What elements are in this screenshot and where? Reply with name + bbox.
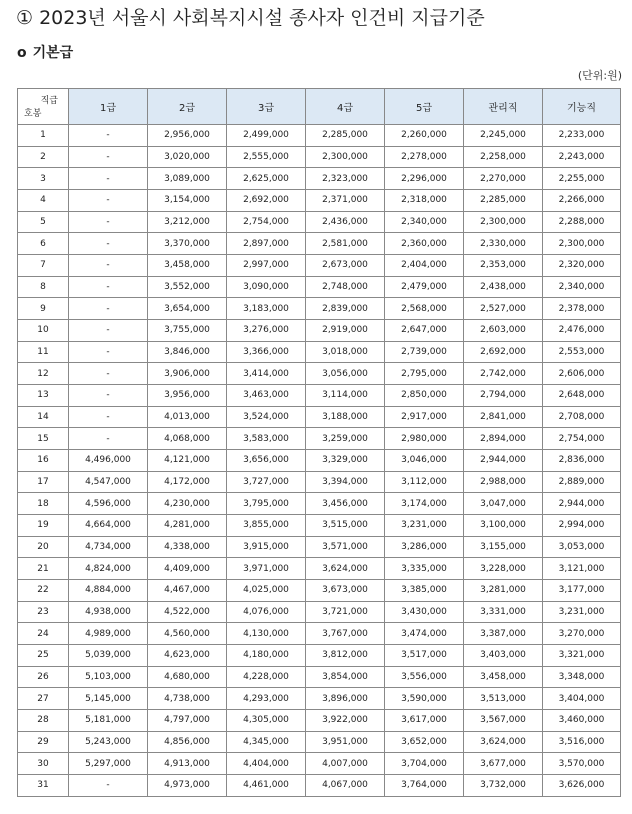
table-cell: 4,180,000 [227,645,306,667]
table-cell: 3,404,000 [543,688,621,710]
table-cell: - [69,233,148,255]
table-cell: 3,654,000 [148,298,227,320]
step-cell: 15 [18,428,69,450]
table-cell: 3,795,000 [227,493,306,515]
table-cell: 2,897,000 [227,233,306,255]
table-cell: 2,360,000 [385,233,464,255]
table-cell: - [69,255,148,277]
table-row [18,710,621,732]
table-cell: 5,145,000 [69,688,148,710]
table-cell: 4,305,000 [227,710,306,732]
table-cell: 3,121,000 [543,558,621,580]
step-cell: 18 [18,493,69,515]
table-cell: 2,438,000 [464,276,543,298]
table-cell: - [69,190,148,212]
table-cell: 5,103,000 [69,666,148,688]
table-cell: 2,754,000 [227,211,306,233]
table-cell: 2,739,000 [385,341,464,363]
table-cell: 2,754,000 [543,428,621,450]
table-row [18,601,621,623]
table-cell: 3,414,000 [227,363,306,385]
step-cell: 11 [18,341,69,363]
table-cell: 3,394,000 [306,471,385,493]
step-cell: 16 [18,450,69,472]
table-cell: 2,836,000 [543,450,621,472]
table-cell: 3,463,000 [227,385,306,407]
table-cell: 2,648,000 [543,385,621,407]
table-cell: 3,516,000 [543,731,621,753]
table-cell: 2,266,000 [543,190,621,212]
table-cell: 3,732,000 [464,775,543,797]
table-cell: 4,596,000 [69,493,148,515]
section-heading [17,44,73,62]
table-cell: 4,623,000 [148,645,227,667]
table-cell: 2,748,000 [306,276,385,298]
step-cell: 3 [18,168,69,190]
table-row [18,276,621,298]
table-cell: 3,231,000 [385,515,464,537]
table-cell: 3,228,000 [464,558,543,580]
table-cell: 3,590,000 [385,688,464,710]
table-cell: 2,258,000 [464,146,543,168]
table-cell: 2,260,000 [385,125,464,147]
table-cell: 4,172,000 [148,471,227,493]
table-cell: 3,652,000 [385,731,464,753]
table-cell: 2,795,000 [385,363,464,385]
table-cell: 3,458,000 [148,255,227,277]
table-cell: 3,231,000 [543,601,621,623]
table-cell: 3,329,000 [306,450,385,472]
table-cell: 2,499,000 [227,125,306,147]
table-cell: 2,323,000 [306,168,385,190]
step-cell: 28 [18,710,69,732]
table-cell: 4,130,000 [227,623,306,645]
table-cell: 3,513,000 [464,688,543,710]
table-cell: 3,906,000 [148,363,227,385]
column-header: 관리직 [464,89,543,125]
step-cell: 2 [18,146,69,168]
table-cell: 3,552,000 [148,276,227,298]
table-cell: - [69,341,148,363]
table-cell: 4,973,000 [148,775,227,797]
step-cell: 17 [18,471,69,493]
table-cell: 2,285,000 [464,190,543,212]
table-cell: 3,090,000 [227,276,306,298]
table-row [18,731,621,753]
table-cell: 3,460,000 [543,710,621,732]
table-cell: 2,919,000 [306,320,385,342]
table-cell: 4,281,000 [148,515,227,537]
table-cell: 3,335,000 [385,558,464,580]
table-cell: 4,522,000 [148,601,227,623]
table-cell: 3,571,000 [306,536,385,558]
table-row [18,580,621,602]
bullet-marker: o [17,45,27,61]
table-cell: 3,387,000 [464,623,543,645]
table-cell: 3,673,000 [306,580,385,602]
table-cell: 3,677,000 [464,753,543,775]
table-row [18,385,621,407]
table-row [18,146,621,168]
table-cell: 3,286,000 [385,536,464,558]
table-cell: 4,734,000 [69,536,148,558]
table-cell: 3,517,000 [385,645,464,667]
table-cell: 3,624,000 [464,731,543,753]
table-cell: 2,673,000 [306,255,385,277]
table-cell: 4,121,000 [148,450,227,472]
table-cell: 2,300,000 [543,233,621,255]
table-row [18,753,621,775]
step-cell: 10 [18,320,69,342]
table-cell: 2,330,000 [464,233,543,255]
table-cell: 2,233,000 [543,125,621,147]
table-cell: 4,013,000 [148,406,227,428]
table-cell: 2,956,000 [148,125,227,147]
table-cell: 4,547,000 [69,471,148,493]
grade-axis-label: 직급 [40,96,58,106]
table-cell: 3,896,000 [306,688,385,710]
table-cell: 3,812,000 [306,645,385,667]
column-header: 기능직 [543,89,621,125]
table-cell: 3,951,000 [306,731,385,753]
table-cell: 3,385,000 [385,580,464,602]
table-cell: 3,183,000 [227,298,306,320]
table-cell: 2,320,000 [543,255,621,277]
table-cell: 2,889,000 [543,471,621,493]
table-cell: 4,989,000 [69,623,148,645]
table-cell: 2,270,000 [464,168,543,190]
table-cell: 4,560,000 [148,623,227,645]
table-cell: 2,300,000 [464,211,543,233]
section-heading-label: 기본급 [32,45,74,61]
step-cell: 21 [18,558,69,580]
table-cell: 3,764,000 [385,775,464,797]
salary-table [17,88,621,797]
table-cell: 2,553,000 [543,341,621,363]
table-cell: 2,980,000 [385,428,464,450]
table-cell: 4,007,000 [306,753,385,775]
table-cell: 3,624,000 [306,558,385,580]
table-row [18,428,621,450]
table-cell: 2,245,000 [464,125,543,147]
table-cell: 2,476,000 [543,320,621,342]
table-cell: 2,692,000 [227,190,306,212]
table-cell: 3,626,000 [543,775,621,797]
step-cell: 31 [18,775,69,797]
table-cell: - [69,125,148,147]
table-cell: 3,656,000 [227,450,306,472]
table-row [18,645,621,667]
table-cell: 3,524,000 [227,406,306,428]
table-row [18,168,621,190]
table-cell: 3,922,000 [306,710,385,732]
table-cell: - [69,406,148,428]
table-row [18,688,621,710]
table-cell: 3,456,000 [306,493,385,515]
table-cell: 3,767,000 [306,623,385,645]
step-axis-label: 호봉 [24,109,42,119]
table-cell: 3,556,000 [385,666,464,688]
table-row [18,471,621,493]
table-cell: 2,894,000 [464,428,543,450]
table-cell: 4,230,000 [148,493,227,515]
table-cell: 4,797,000 [148,710,227,732]
table-cell: 3,212,000 [148,211,227,233]
table-cell: 4,856,000 [148,731,227,753]
table-row [18,298,621,320]
table-cell: 2,917,000 [385,406,464,428]
table-cell: 3,100,000 [464,515,543,537]
table-cell: 2,994,000 [543,515,621,537]
table-cell: 3,047,000 [464,493,543,515]
table-cell: 5,297,000 [69,753,148,775]
table-cell: 3,276,000 [227,320,306,342]
table-cell: 3,154,000 [148,190,227,212]
table-cell: 3,177,000 [543,580,621,602]
table-row [18,450,621,472]
table-cell: 2,603,000 [464,320,543,342]
table-cell: 4,680,000 [148,666,227,688]
table-cell: 3,971,000 [227,558,306,580]
step-cell: 1 [18,125,69,147]
table-row [18,320,621,342]
table-cell: 3,112,000 [385,471,464,493]
table-cell: 3,617,000 [385,710,464,732]
table-cell: 2,353,000 [464,255,543,277]
table-row [18,190,621,212]
table-cell: 3,114,000 [306,385,385,407]
table-cell: 5,243,000 [69,731,148,753]
table-cell: - [69,211,148,233]
table-row [18,233,621,255]
table-cell: 2,708,000 [543,406,621,428]
table-cell: 2,625,000 [227,168,306,190]
table-cell: - [69,428,148,450]
table-cell: 2,944,000 [543,493,621,515]
table-cell: 4,404,000 [227,753,306,775]
page-title: ① 2023년 서울시 사회복지시설 종사자 인건비 지급기준 [16,7,485,29]
table-row [18,493,621,515]
table-row [18,666,621,688]
table-row [18,775,621,797]
table-cell: 2,479,000 [385,276,464,298]
table-cell: 3,174,000 [385,493,464,515]
step-cell: 30 [18,753,69,775]
table-cell: 3,089,000 [148,168,227,190]
table-cell: 2,606,000 [543,363,621,385]
table-cell: - [69,385,148,407]
table-cell: 4,067,000 [306,775,385,797]
table-cell: 2,988,000 [464,471,543,493]
step-cell: 26 [18,666,69,688]
table-cell: 3,366,000 [227,341,306,363]
table-cell: 3,855,000 [227,515,306,537]
table-row [18,558,621,580]
column-header: 3급 [227,89,306,125]
step-cell: 9 [18,298,69,320]
step-cell: 23 [18,601,69,623]
table-cell: 2,378,000 [543,298,621,320]
step-cell: 12 [18,363,69,385]
table-cell: 3,155,000 [464,536,543,558]
table-cell: 3,915,000 [227,536,306,558]
table-cell: 2,581,000 [306,233,385,255]
table-cell: 2,371,000 [306,190,385,212]
table-cell: 3,270,000 [543,623,621,645]
column-header: 5급 [385,89,464,125]
table-cell: 4,824,000 [69,558,148,580]
step-cell: 25 [18,645,69,667]
table-cell: 4,409,000 [148,558,227,580]
step-cell: 22 [18,580,69,602]
table-cell: 3,056,000 [306,363,385,385]
table-cell: 4,293,000 [227,688,306,710]
table-cell: - [69,775,148,797]
table-cell: 3,474,000 [385,623,464,645]
table-cell: 4,338,000 [148,536,227,558]
table-cell: 2,794,000 [464,385,543,407]
table-cell: 3,403,000 [464,645,543,667]
table-cell: 4,467,000 [148,580,227,602]
table-cell: 4,884,000 [69,580,148,602]
table-cell: 3,956,000 [148,385,227,407]
table-cell: 2,340,000 [385,211,464,233]
table-cell: 4,076,000 [227,601,306,623]
table-cell: 3,430,000 [385,601,464,623]
table-cell: 2,841,000 [464,406,543,428]
step-cell: 8 [18,276,69,298]
table-cell: 2,839,000 [306,298,385,320]
table-cell: 2,436,000 [306,211,385,233]
step-cell: 6 [18,233,69,255]
table-cell: 2,340,000 [543,276,621,298]
table-cell: 3,755,000 [148,320,227,342]
table-cell: 4,664,000 [69,515,148,537]
step-cell: 24 [18,623,69,645]
table-cell: 4,938,000 [69,601,148,623]
table-cell: 4,228,000 [227,666,306,688]
step-cell: 27 [18,688,69,710]
table-cell: 3,458,000 [464,666,543,688]
table-cell: 4,345,000 [227,731,306,753]
table-cell: 2,278,000 [385,146,464,168]
table-cell: 3,567,000 [464,710,543,732]
table-cell: 3,583,000 [227,428,306,450]
table-cell: - [69,320,148,342]
table-body [18,125,621,797]
table-cell: 5,181,000 [69,710,148,732]
table-cell: 2,296,000 [385,168,464,190]
table-cell: 3,046,000 [385,450,464,472]
table-cell: 3,259,000 [306,428,385,450]
table-cell: 3,370,000 [148,233,227,255]
table-cell: 2,555,000 [227,146,306,168]
step-cell: 7 [18,255,69,277]
table-cell: 2,568,000 [385,298,464,320]
table-cell: 2,944,000 [464,450,543,472]
table-cell: 2,647,000 [385,320,464,342]
table-cell: 2,285,000 [306,125,385,147]
table-cell: 3,846,000 [148,341,227,363]
table-cell: 2,255,000 [543,168,621,190]
table-cell: 2,527,000 [464,298,543,320]
step-cell: 29 [18,731,69,753]
table-row [18,255,621,277]
table-cell: - [69,276,148,298]
table-cell: 3,053,000 [543,536,621,558]
table-cell: 5,039,000 [69,645,148,667]
table-cell: - [69,298,148,320]
table-row [18,515,621,537]
table-cell: 4,496,000 [69,450,148,472]
table-cell: 3,281,000 [464,580,543,602]
table-row [18,363,621,385]
table-row [18,406,621,428]
column-header: 1급 [69,89,148,125]
step-cell: 14 [18,406,69,428]
table-cell: 3,854,000 [306,666,385,688]
unit-note: (단위:원) [577,69,622,82]
table-row [18,125,621,147]
table-cell: - [69,168,148,190]
table-row [18,341,621,363]
table-cell: 2,404,000 [385,255,464,277]
step-cell: 13 [18,385,69,407]
table-cell: 3,321,000 [543,645,621,667]
column-header: 4급 [306,89,385,125]
table-header-row [18,89,621,125]
table-cell: 2,997,000 [227,255,306,277]
table-cell: 2,300,000 [306,146,385,168]
corner-header-cell [18,89,69,125]
step-cell: 20 [18,536,69,558]
table-cell: 2,288,000 [543,211,621,233]
table-cell: 4,913,000 [148,753,227,775]
table-row [18,211,621,233]
table-cell: 2,318,000 [385,190,464,212]
table-cell: 3,727,000 [227,471,306,493]
step-cell: 4 [18,190,69,212]
table-cell: 3,570,000 [543,753,621,775]
table-cell: - [69,363,148,385]
table-cell: 3,704,000 [385,753,464,775]
table-cell: 3,348,000 [543,666,621,688]
table-row [18,536,621,558]
table-cell: 3,721,000 [306,601,385,623]
table-cell: 4,738,000 [148,688,227,710]
table-cell: 2,243,000 [543,146,621,168]
table-cell: 3,331,000 [464,601,543,623]
table-cell: 4,461,000 [227,775,306,797]
table-cell: 2,742,000 [464,363,543,385]
table-row [18,623,621,645]
table-cell: 3,020,000 [148,146,227,168]
table-cell: 4,068,000 [148,428,227,450]
table-cell: 3,188,000 [306,406,385,428]
column-header: 2급 [148,89,227,125]
table-cell: 2,692,000 [464,341,543,363]
table-cell: - [69,146,148,168]
step-cell: 19 [18,515,69,537]
step-cell: 5 [18,211,69,233]
table-cell: 3,515,000 [306,515,385,537]
table-cell: 4,025,000 [227,580,306,602]
table-cell: 2,850,000 [385,385,464,407]
table-cell: 3,018,000 [306,341,385,363]
